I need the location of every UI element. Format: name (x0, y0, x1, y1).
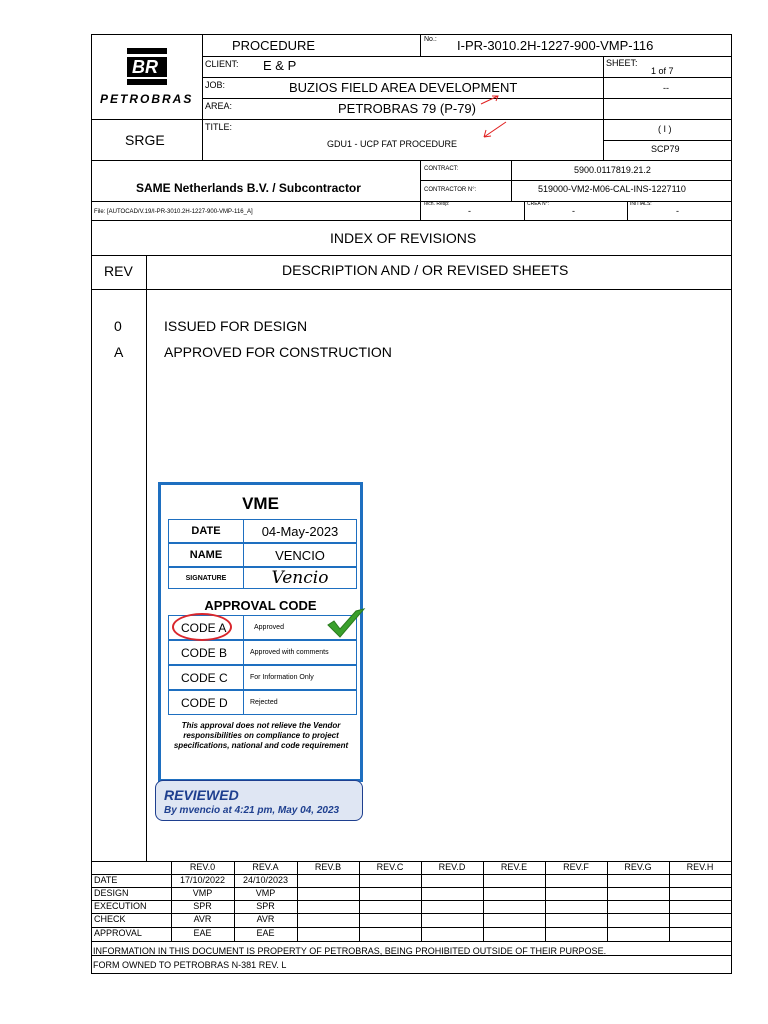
stamp-name-label: NAME (168, 543, 244, 567)
revision-column-header: REV.E (500, 862, 528, 872)
code-d-meaning: Rejected (243, 690, 357, 715)
table-grid-line (91, 887, 732, 888)
revision-column-header: REV.B (314, 862, 342, 872)
rev-column-divider (146, 255, 147, 861)
header-line (91, 289, 731, 290)
revision-cell-value: AVR (193, 914, 212, 924)
revision-cell-value: VMP (255, 888, 276, 898)
rev-column-header: REV (104, 263, 133, 279)
revision-cell-value: 17/10/2022 (179, 875, 226, 885)
approval-code-title: APPROVAL CODE (204, 598, 317, 613)
header-line (603, 56, 604, 160)
revision-number: 0 (114, 318, 122, 334)
client-value: E & P (263, 58, 297, 73)
reviewed-label: REVIEWED (164, 787, 239, 803)
revision-column-header: REV.H (686, 862, 714, 872)
revision-description: ISSUED FOR DESIGN (164, 318, 308, 334)
header-line (420, 180, 731, 181)
title-code: SCP79 (651, 144, 680, 154)
property-notice: INFORMATION IN THIS DOCUMENT IS PROPERTY OF PETROBRAS, BEING PROHIBITED OUTSIDE OF THEIR PURPOSE. (93, 946, 607, 956)
contract-label: CONTRACT: (424, 166, 459, 172)
revision-cell-value: EAE (193, 928, 212, 938)
stamp-name-value: VENCIO (243, 543, 357, 567)
area-label: AREA: (205, 101, 233, 111)
table-grid-line (91, 913, 732, 914)
crea-label: CREA N°: (527, 201, 550, 207)
header-line (91, 255, 731, 256)
code-b-meaning: Approved with comments (243, 640, 357, 665)
header-line (420, 34, 421, 56)
job-right-value: -- (663, 83, 669, 93)
contractor-number-label: CONTRACTOR N°: (424, 187, 477, 193)
client-label: CLIENT: (205, 59, 239, 69)
code-a-label: CODE A (168, 615, 244, 640)
revision-column-header: REV.A (252, 862, 279, 872)
revision-number: A (114, 344, 124, 360)
document-number: I-PR-3010.2H-1227-900-VMP-116 (457, 38, 654, 53)
table-grid-line (421, 861, 422, 941)
sheet-value: 1 of 7 (651, 66, 674, 76)
revision-cell-value: SPR (193, 901, 212, 911)
frame-right-border (731, 34, 732, 974)
revision-row-label: DESIGN (94, 888, 129, 898)
header-line (202, 56, 731, 57)
table-grid-line (359, 861, 360, 941)
revision-cell-value: 24/10/2023 (242, 875, 289, 885)
area-value: PETROBRAS 79 (P-79) (338, 101, 476, 116)
stamp-disclaimer: This approval does not relieve the Vendor responsibilities on compliance to project specifications, national and code requirement (173, 721, 349, 750)
table-grid-line (483, 861, 484, 941)
reviewed-by: By mvencio at 4:21 pm, May 04, 2023 (164, 805, 340, 816)
red-arrow-icon (480, 120, 508, 142)
revision-cell-value: EAE (256, 928, 275, 938)
revision-cell-value: SPR (256, 901, 275, 911)
title-class: ( I ) (658, 124, 672, 134)
file-path: File: [AUTOCAD/V.19/I-PR-3010.2H-1227-900-VMP-116_A] (94, 209, 253, 215)
job-value: BUZIOS FIELD AREA DEVELOPMENT (289, 80, 518, 95)
header-line (603, 140, 731, 141)
revision-column-header: REV.F (563, 862, 589, 872)
stamp-date-value: 04-May-2023 (243, 519, 357, 543)
revision-column-header: REV.0 (189, 862, 216, 872)
stamp-signature: Vencio (243, 567, 357, 589)
header-line (91, 220, 731, 221)
procedure-label: PROCEDURE (232, 38, 316, 53)
header-line (627, 201, 628, 220)
stamp-title: VME (242, 494, 279, 513)
table-grid-line (91, 927, 732, 928)
logo-brand-name: PETROBRAS (100, 92, 194, 106)
revision-column-header: REV.D (438, 862, 466, 872)
form-owner-notice: FORM OWNED TO PETROBRAS N-381 REV. L (93, 960, 287, 970)
revision-row-label: DATE (94, 875, 118, 885)
tech-resp-value: - (468, 206, 471, 216)
revision-row-label: EXECUTION (94, 901, 147, 911)
company-name: SAME Netherlands B.V. / Subcontractor (136, 181, 361, 195)
table-grid-line (607, 861, 608, 941)
code-a-meaning: Approved (243, 615, 357, 640)
frame-left-border (91, 34, 92, 974)
title-label: TITLE: (205, 122, 233, 132)
sheet-label: SHEET: (606, 58, 638, 68)
header-line (202, 98, 731, 99)
revisions-title: INDEX OF REVISIONS (330, 230, 477, 246)
tech-resp-label: Tech. Resp: (423, 201, 450, 207)
title-value: GDU1 - UCP FAT PROCEDURE (327, 139, 458, 149)
job-label: JOB: (205, 80, 226, 90)
initials-value: - (676, 206, 679, 216)
revision-column-header: REV.G (624, 862, 652, 872)
code-c-meaning: For Information Only (243, 665, 357, 690)
table-grid-line (669, 861, 670, 941)
initials-label: INITIALS: (630, 201, 652, 207)
srge-label: SRGE (125, 132, 165, 148)
stamp-date-label: DATE (168, 519, 244, 543)
red-arrow-icon (480, 94, 500, 106)
logo-mark-text: BR (132, 57, 158, 77)
header-line (202, 34, 203, 160)
checkmark-icon (326, 607, 366, 641)
code-a-circle-mark (172, 613, 232, 641)
header-line (511, 160, 512, 201)
code-c-label: CODE C (168, 665, 244, 690)
stamp-signature-label: SIGNATURE (168, 567, 244, 589)
table-grid-line (297, 861, 298, 941)
revision-row-label: APPROVAL (94, 928, 142, 938)
description-column-header: DESCRIPTION AND / OR REVISED SHEETS (282, 262, 569, 278)
revision-cell-value: VMP (192, 888, 213, 898)
frame-top-border (91, 34, 732, 35)
header-line (91, 119, 731, 120)
code-b-label: CODE B (168, 640, 244, 665)
reviewed-badge (155, 780, 363, 821)
header-line (524, 201, 525, 220)
table-grid-line (545, 861, 546, 941)
approval-stamp (158, 482, 363, 782)
number-label: No.: (424, 36, 437, 43)
table-grid-line (91, 900, 732, 901)
crea-value: - (572, 206, 575, 216)
contractor-number-value: 519000-VM2-M06-CAL-INS-1227110 (538, 184, 686, 194)
contract-value: 5900.0117819.21.2 (574, 165, 651, 175)
revision-row-label: CHECK (94, 914, 126, 924)
code-d-label: CODE D (168, 690, 244, 715)
header-line (420, 160, 421, 220)
petrobras-logo (127, 48, 167, 86)
frame-bottom-border (91, 973, 732, 974)
table-grid-line (91, 941, 732, 942)
revision-description: APPROVED FOR CONSTRUCTION (164, 344, 392, 360)
header-line (91, 160, 731, 161)
header-line (202, 77, 731, 78)
revision-column-header: REV.C (376, 862, 404, 872)
revision-cell-value: AVR (256, 914, 275, 924)
